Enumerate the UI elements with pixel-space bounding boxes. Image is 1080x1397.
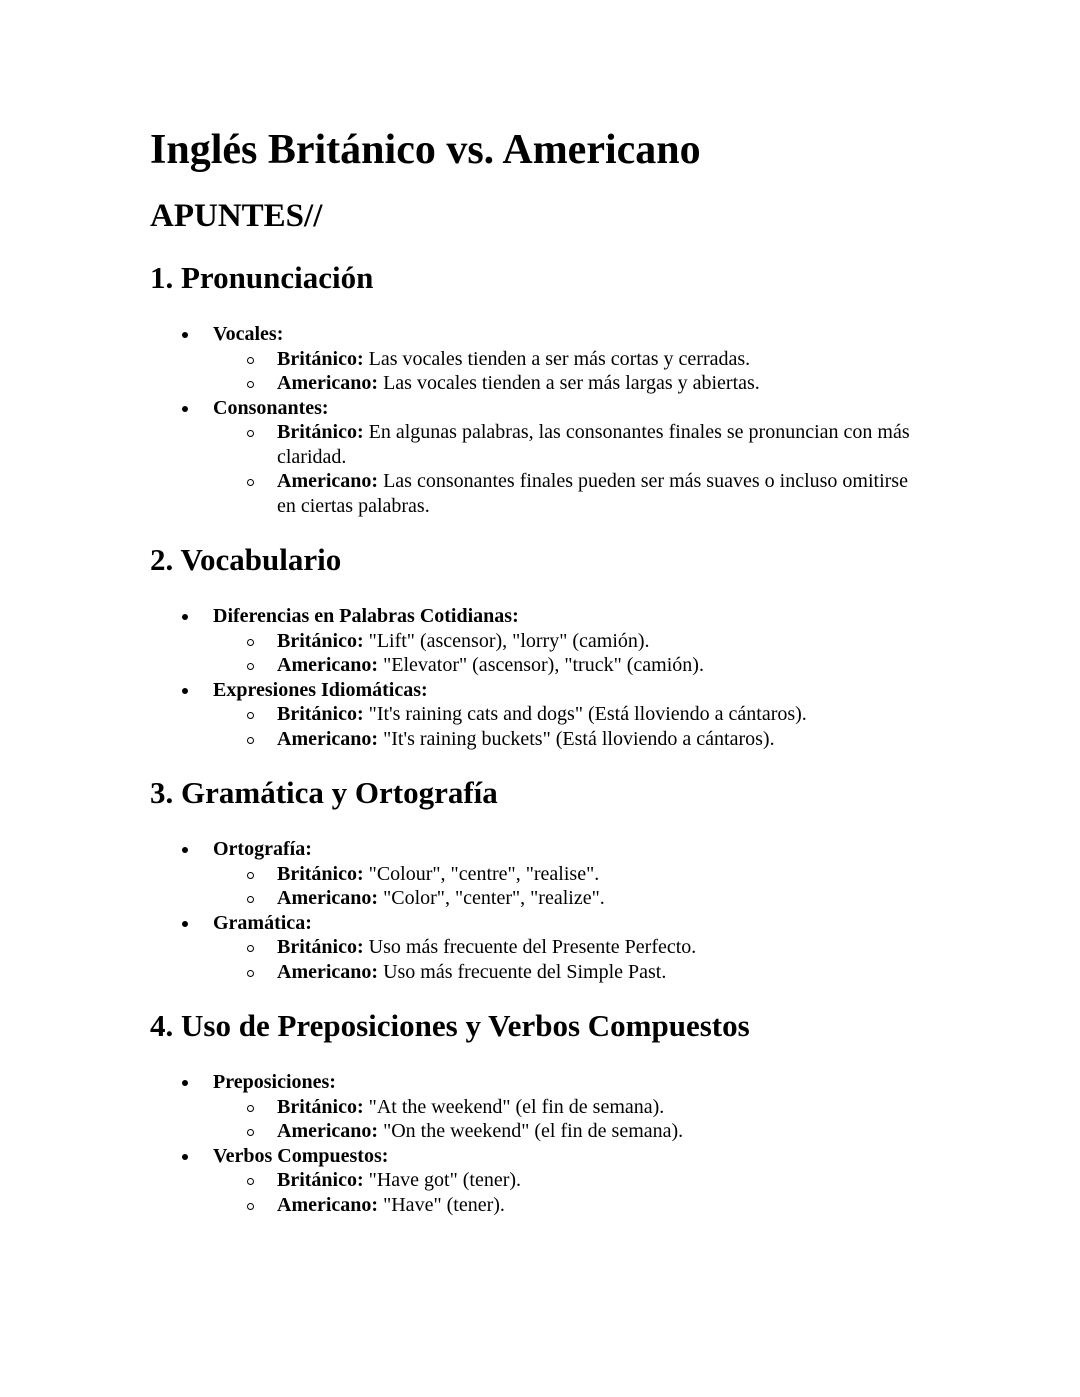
sub-item-text: "On the weekend" (el fin de semana). [378,1120,684,1142]
bullet-item [213,678,950,752]
sub-item [277,629,913,654]
section-heading: 4. Uso de Preposiciones y Verbos Compuestos [150,1008,750,1043]
sub-item-label: Británico: [277,862,364,885]
sub-item-label: Americano: [277,727,379,750]
sub-item-text: "Elevator" (ascensor), "truck" (camión). [378,654,704,676]
bullet-list [150,837,950,984]
sub-item-text: Las vocales tienden a ser más largas y abiertas. [378,372,760,394]
sub-list [213,862,950,911]
sub-item-label: Americano: [277,654,379,676]
sub-item-text: "Lift" (ascensor), "lorry" (camión). [363,629,650,652]
bullet-item [213,396,950,519]
bullet-label: Diferencias en Palabras Cotidianas: [213,605,519,627]
sub-item [277,862,913,887]
bullet-item [213,1144,950,1218]
sub-item [277,960,913,985]
sub-item-text: "At the weekend" (el fin de semana). [363,1095,665,1118]
document-page [150,120,950,1217]
sub-item-text: Las vocales tienden a ser más cortas y cerradas. [363,347,751,370]
sub-item [277,469,913,518]
sub-list [213,1168,950,1217]
sub-item-text: Uso más frecuente del Presente Perfecto. [363,936,697,958]
sub-item [277,1193,913,1218]
sub-list [213,629,950,678]
sub-list [213,1095,950,1144]
section-preposiciones-verbos [150,1006,950,1217]
bullet-label: Ortografía: [213,838,312,860]
section-pronunciacion [150,258,950,518]
bullet-list [150,604,950,751]
sub-item-text: "Color", "center", "realize". [378,887,605,909]
bullet-item [213,604,950,678]
sub-list [213,420,950,518]
bullet-item [213,322,950,396]
sub-item-text: "Have" (tener). [378,1193,505,1216]
sub-item [277,1119,913,1144]
section-heading: 2. Vocabulario [150,542,342,577]
sub-item-label: Británico: [277,421,364,443]
sub-item-text: "It's raining cats and dogs" (Está lloviendo a cántaros). [363,703,807,725]
page-subtitle: APUNTES// [150,198,323,234]
bullet-list [150,1070,950,1217]
section-gramatica-ortografia [150,773,950,984]
section-vocabulario [150,540,950,751]
sub-item [277,371,913,396]
sub-item-label: Británico: [277,347,364,370]
sub-item-label: Británico: [277,629,364,652]
bullet-label: Expresiones Idiomáticas: [213,678,428,701]
bullet-list [150,322,950,518]
section-heading: 1. Pronunciación [150,260,374,295]
sub-item-label: Británico: [277,703,364,725]
bullet-item [213,1070,950,1144]
bullet-label: Verbos Compuestos: [213,1144,389,1167]
sub-item-text: "It's raining buckets" (Está lloviendo a cántaros). [378,727,775,750]
sub-item-label: Americano: [277,1120,379,1142]
sub-item [277,702,913,727]
sub-item-label: Británico: [277,1169,364,1191]
sub-item [277,727,913,752]
sub-item-text: "Colour", "centre", "realise". [363,862,600,885]
sub-item-text: "Have got" (tener). [363,1169,522,1191]
sub-item-label: Británico: [277,936,364,958]
section-heading: 3. Gramática y Ortografía [150,775,498,810]
bullet-item [213,837,950,911]
sub-item-text: En algunas palabras, las consonantes finales se pronuncian con más claridad. [277,421,910,468]
sub-item [277,420,913,469]
sub-list [213,702,950,751]
sub-item-label: Americano: [277,470,379,492]
sub-item-label: Americano: [277,960,379,983]
bullet-label: Vocales: [213,323,284,345]
sub-list [213,935,950,984]
sub-item [277,1095,913,1120]
sub-item [277,935,913,960]
sub-item-label: Americano: [277,1193,379,1216]
bullet-label: Preposiciones: [213,1071,336,1093]
bullet-label: Gramática: [213,911,312,934]
sub-item-label: Americano: [277,372,379,394]
sub-list [213,347,950,396]
sub-item [277,347,913,372]
sub-item-label: Británico: [277,1095,364,1118]
bullet-label: Consonantes: [213,396,329,419]
sub-item [277,1168,913,1193]
sub-item-label: Americano: [277,887,379,909]
sub-item [277,886,913,911]
page-title: Inglés Británico vs. Americano [150,127,701,173]
sub-item-text: Las consonantes finales pueden ser más suaves o incluso omitirse en ciertas palabras. [277,470,908,517]
bullet-item [213,911,950,985]
sub-item-text: Uso más frecuente del Simple Past. [378,960,667,983]
sub-item [277,653,913,678]
